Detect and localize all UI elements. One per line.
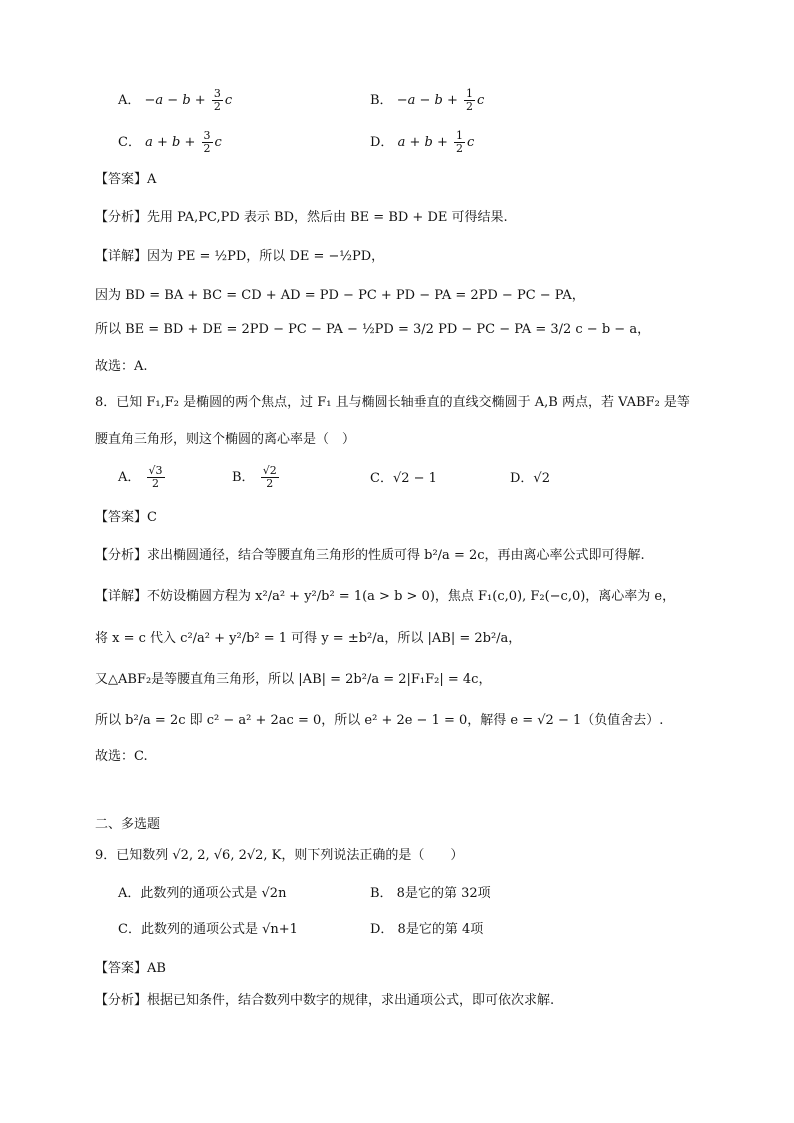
detail-tag: 【详解】 [95,589,148,604]
frac-num: √2 [262,464,277,477]
option-text: A．此数列的通项公式是 √2n [118,886,287,901]
conclusion-text: 故选：C. [95,749,148,764]
q7-option-b-expr: −a − b + [396,93,458,108]
q7-option-d [370,130,474,155]
q8-analysis [95,547,645,565]
q7-detail-1 [95,248,384,266]
frac-den: 2 [455,142,463,155]
frac-den: 2 [203,142,211,155]
q8-option-a [118,465,167,490]
analysis-tag: 【分析】 [95,210,148,225]
q7-option-c [118,130,222,155]
q8-detail-2 [95,630,521,648]
q7-option-a-expr: −a − b + [144,93,206,108]
q8-detail-1 [95,588,675,606]
q8-option-b-frac [261,465,279,490]
q8-stem-1 [95,394,690,412]
q7-option-b-expr-post: c [477,93,485,108]
detail-text: 将 x = c 代入 c²/a² + y²/b² = 1 可得 y = ±b²/a，所以 |AB| = 2b²/a， [95,631,522,646]
q9-answer [95,960,166,978]
q9-option-c [118,921,298,939]
q7-answer [95,171,156,189]
detail-text: 又△ABF₂是等腰直角三角形，所以 |AB| = 2b²/a = 2|F₁F₂| = 4c， [95,672,492,687]
frac-num: 1 [466,87,473,100]
q7-analysis [95,209,508,227]
q7-detail-2 [95,287,585,305]
q8-stem-2 [95,431,355,449]
analysis-tag: 【分析】 [95,993,148,1008]
answer-value: AB [147,961,166,976]
detail-text: 所以 b²/a = 2c 即 c² − a² + 2ac = 0，所以 e² + 2e − 1 = 0，解得 e = √2 − 1（负值舍去）. [95,713,664,728]
conclusion-text: 故选：A. [95,359,148,374]
answer-tag: 【答案】 [95,510,148,525]
q7-option-a [118,88,232,113]
option-label: A． [118,470,141,485]
frac-den: 2 [213,100,221,113]
detail-text: 不妨设椭圆方程为 x²/a² + y²/b² = 1(a > b > 0)，焦点 F₁(c,0), F₂(−c,0)，离心率为 e， [147,589,676,604]
q7-option-b-label: B． [370,93,393,108]
answer-value: A [147,172,157,187]
frac-num: 1 [455,129,463,142]
q8-answer [95,509,157,527]
q9-analysis [95,992,554,1010]
section-title [95,816,160,834]
frac-num: √3 [148,464,163,477]
detail-text: 所以 BE = BD + DE = 2PD − PC − PA − ½PD = 3/2 PD − PC − PA = 3/2 c − b − a， [95,322,651,337]
option-text: D． 8是它的第 4项 [370,922,484,937]
option-text: C．此数列的通项公式是 √n+1 [118,922,298,937]
frac-num: 3 [203,129,211,142]
option-text: D．√2 [510,471,550,486]
answer-tag: 【答案】 [95,172,148,187]
analysis-text: 先用 PA,PC,PD 表示 BD，然后由 BE = BD + DE 可得结果. [147,210,508,225]
q8-option-d [510,470,550,488]
stem-text: 腰直角三角形，则这个椭圆的离心率是（ ） [95,432,356,447]
q7-option-a-expr-post: c [224,93,233,108]
q8-option-c [370,470,437,488]
q9-stem [95,847,463,865]
q7-option-c-expr: a + b + [145,135,196,150]
q7-option-a-label: A． [118,93,141,108]
q7-option-b [370,88,484,113]
q9-option-a [118,885,286,903]
q9-option-d [370,921,483,939]
section-title-text: 二、多选题 [95,817,161,832]
option-label: B． [232,470,255,485]
stem-text: 8．已知 F₁,F₂ 是椭圆的两个焦点，过 F₁ 且与椭圆长轴垂直的直线交椭圆于 A,B 两点，若 VABF₂ 是等 [95,395,690,410]
q7-option-c-label: C． [118,135,141,150]
frac-den: 2 [266,477,274,490]
frac-den: 2 [152,477,160,490]
q7-detail-3 [95,321,650,339]
analysis-tag: 【分析】 [95,548,148,563]
frac-num: 3 [213,87,221,100]
q7-conclusion [95,358,148,376]
frac-den: 2 [466,100,473,113]
q8-option-b [232,465,281,490]
option-text: C．√2 − 1 [370,471,437,486]
answer-value: C [147,510,157,525]
stem-text: 9．已知数列 √2, 2, √6, 2√2, K，则下列说法正确的是（ ） [95,848,464,863]
option-text: B． 8是它的第 32项 [370,886,491,901]
q8-detail-4 [95,712,663,730]
q7-option-d-expr: a + b + [397,135,448,150]
q8-conclusion [95,748,148,766]
q7-option-c-frac [202,130,213,155]
q7-option-a-frac [212,88,223,113]
q7-option-d-expr-post: c [466,135,475,150]
q7-option-b-frac [464,88,475,113]
analysis-text: 根据已知条件，结合数列中数字的规律，求出通项公式，即可依次求解. [147,993,555,1008]
q7-option-d-label: D． [370,135,394,150]
q7-option-c-expr-post: c [214,135,222,150]
detail-text: 因为 PE = ½PD，所以 DE = −½PD， [147,249,385,264]
answer-tag: 【答案】 [95,961,148,976]
q8-option-a-frac [147,465,165,490]
q8-detail-3 [95,671,491,689]
analysis-text: 求出椭圆通径，结合等腰直角三角形的性质可得 b²/a = 2c，再由离心率公式即可得解. [147,548,645,563]
q9-option-b [370,885,491,903]
detail-text: 因为 BD = BA + BC = CD + AD = PD − PC + PD − PA = 2PD − PC − PA， [95,288,585,303]
detail-tag: 【详解】 [95,249,148,264]
q7-option-d-frac [454,130,465,155]
